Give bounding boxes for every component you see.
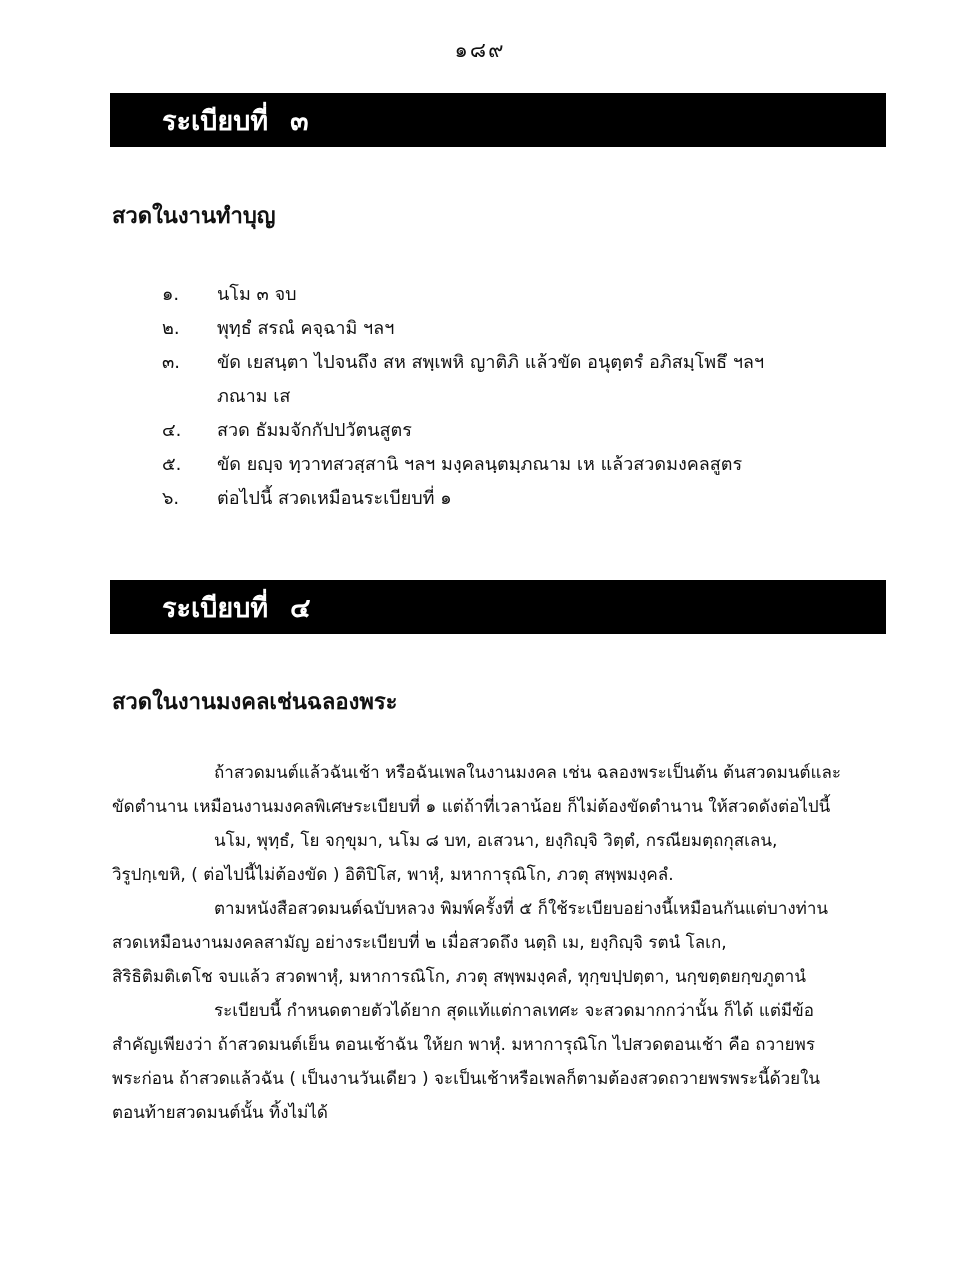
list-item [162, 312, 902, 346]
banner-number: ๓ [290, 105, 309, 137]
paragraph-line: สิริธิติมติเตโช จบแล้ว สวดพาหุํ, มหาการณิโก, ภวตุ สพฺพมงฺคลํ, ทุกฺขปฺปตฺตา, นกฺขตฺตยกฺขภูตานํ [112, 967, 806, 987]
paragraph-line: ขัดตำนาน เหมือนงานมงคลพิเศษระเบียบที่ ๑ แต่ถ้าที่เวลาน้อย ก็ไม่ต้องขัดตำนาน ให้สวดดังต่อไปนี้ [112, 797, 831, 817]
paragraph-line: สวดเหมือนงานมงคลสามัญ อย่างระเบียบที่ ๒ เมื่อสวดถึง นตฺถิ เม, ยงฺกิญฺจิ รตนํ โลเก, [112, 933, 727, 953]
list-item [162, 278, 902, 312]
list-item-continuation: ภณาม เส [217, 386, 291, 407]
banner-label: ระเบียบที่ [162, 592, 269, 624]
list-item-text: นโม ๓ จบ [217, 284, 297, 305]
section-heading: สวดในงานทำบุญ [112, 204, 276, 229]
list-item-number: ๑. [162, 284, 180, 305]
paragraph-line: พระก่อน ถ้าสวดแล้วฉัน ( เป็นงานวันเดียว ) จะเป็นเช้าหรือเพลก็ตามต้องสวดถวายพรพระนี้ด้วยใน [112, 1069, 821, 1089]
list-item-number: ๓. [162, 352, 181, 373]
paragraph-line: ระเบียบนี้ กำหนดตายตัวได้ยาก สุดแท้แต่กาลเทศะ จะสวดมากกว่านั้น ก็ได้ แต่มีข้อ [214, 1001, 814, 1021]
list-item-text: สวด ธัมมจักกัปปวัตนสูตร [217, 420, 412, 441]
list-item-number: ๕. [162, 454, 182, 475]
list-item-number: ๒. [162, 318, 180, 339]
list-item [162, 346, 902, 380]
list-item-text: พุทฺธํ สรณํ คจฺฉามิ ฯลฯ [217, 318, 395, 339]
paragraph-line: ตามหนังสือสวดมนต์ฉบับหลวง พิมพ์ครั้งที่ ๕ ก็ใช้ระเบียบอย่างนี้เหมือนกันแต่บางท่าน [214, 899, 829, 919]
section-banner-4 [110, 580, 886, 634]
list-item [162, 448, 902, 482]
paragraph-line: สำคัญเพียงว่า ถ้าสวดมนต์เย็น ตอนเช้าฉัน ให้ยก พาหุํ. มหาการุณิโก ไปสวดตอนเช้า คือ ถวายพร [112, 1035, 815, 1055]
list-item-text: ต่อไปนี้ สวดเหมือนระเบียบที่ ๑ [217, 488, 452, 509]
paragraph-line: วิรูปกฺเขหิ, ( ต่อไปนี้ไม่ต้องขัด ) อิติปิโส, พาหุํ, มหาการุณิโก, ภวตุ สพฺพมงฺคลํ. [112, 865, 674, 885]
list-item [162, 414, 902, 448]
body-text [112, 756, 892, 1130]
section-banner-3 [110, 93, 886, 147]
banner-label: ระเบียบที่ [162, 105, 269, 137]
list-item-number: ๖. [162, 488, 180, 509]
list-item-text: ขัด ยญฺจ ทฺวาทสวสฺสานิ ฯลฯ มงฺคลนฺตมฺภณาม เห แล้วสวดมงคลสูตร [217, 454, 743, 475]
paragraph-line: ถ้าสวดมนต์แล้วฉันเช้า หรือฉันเพลในงานมงคล เช่น ฉลองพระเป็นต้น ต้นสวดมนต์และ [214, 763, 841, 783]
chant-order-list [162, 278, 902, 516]
list-item [162, 482, 902, 516]
list-item-number: ๔. [162, 420, 182, 441]
paragraph-line: ตอนท้ายสวดมนต์นั้น ทิ้งไม่ได้ [112, 1103, 328, 1123]
section-heading: สวดในงานมงคลเช่นฉลองพระ [112, 690, 398, 715]
banner-number: ๔ [290, 592, 311, 624]
paragraph-line: นโม, พุทฺธํ, โย จกฺขุมา, นโม ๘ บท, อเสวนา, ยงฺกิญฺจิ วิตฺตํ, กรณียมตฺถกุสเลน, [214, 831, 778, 851]
page-number: ๑๘๙ [454, 38, 506, 62]
list-item-text: ขัด เยสนฺตา ไปจนถึง สห สพฺเพหิ ญาติภิ แล้วขัด อนุตฺตรํ อภิสมฺโพธึ ฯลฯ [217, 352, 765, 373]
